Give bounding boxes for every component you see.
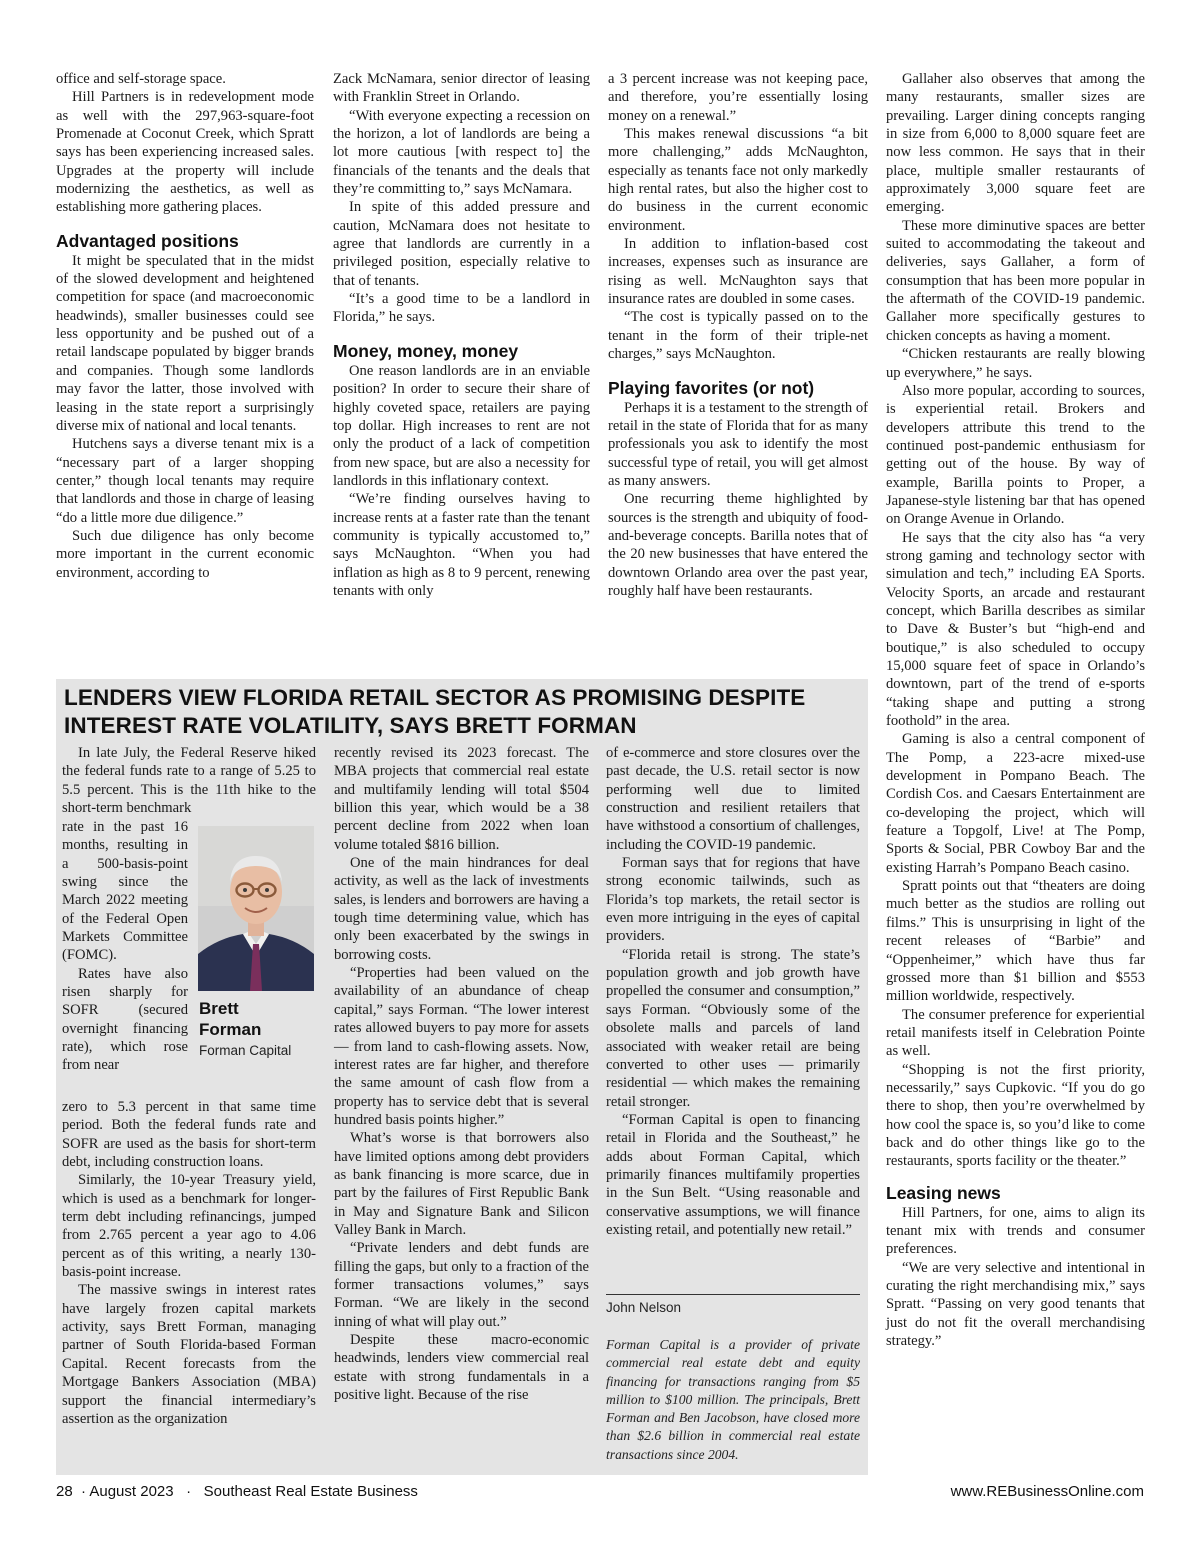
sidebar-column-1-wrap (62, 818, 188, 1075)
sidebar-headline: LENDERS VIEW FLORIDA RETAIL SECTOR AS PROMISING DESPITE INTEREST RATE VOLATILITY, SAYS BRETT FORMAN (64, 685, 806, 738)
text-line: hiked the federal funds rate to a range (62, 745, 316, 780)
paragraph: “Shopping is not the first priority, necessarily,” says Cupkovic. “If you do go there to shop, then you’re overwhelmed by how cool the space is, so you’d like to come back and do other things like go to the restaurants, sports facility or the theater.” (886, 1061, 1145, 1170)
company-bio: Forman Capital is a provider of private commercial real estate debt and equity financing for transactions ranging from $5 million to $100 million. The principals, Brett Forman and Ben Jacobson, have closed more than $2.6 billion in commercial real estate transactions since 2004. (606, 1337, 860, 1462)
paragraph: Similarly, the 10-year Treasury yield, which is used as a benchmark for longer-term debt including refinancings, jumped from 2.765 percent a year ago to 4.06 percent as of this writing, a nearly 130-basis-point increase. (62, 1172, 316, 1281)
photo-caption (199, 998, 317, 1060)
sidebar-column-1-rest (62, 1098, 316, 1428)
paragraph: office and self-storage space. (56, 71, 226, 87)
paragraph: One recurring theme highlighted by sources is the strength and ubiquity of food-and-beverage concepts. Barilla notes that of the 20 new businesses that have entered the downtown Orlando area over the past year, roughly half have been restaurants. (608, 491, 868, 599)
paragraph: Zack McNamara, senior director of leasing with Franklin Street in Orlando. (333, 71, 590, 106)
portrait-image (198, 826, 314, 991)
paragraph: Gaming is also a central component of The Pomp, a 223-acre mixed-use development in Pompano Beach. The Cordish Cos. and Caesars Entertainment are co-developing the project, which will feature a Topgolf, Live! at The Pomp, Sports & Social, PBR Cowboy Bar and the existing Harrah’s Pompano Beach casino. (886, 731, 1145, 876)
paragraph: It might be speculated that in the midst of the slowed development and heightened competition for space (and macroeconomic headwinds), smaller businesses could see less opportunity and be pushed out of a retail landscape populated by bigger brands and companies. Though some landlords may favor the latter, those involved with leasing in the state report a surprisingly diverse mix of national and local tenants. (56, 252, 314, 434)
paragraph: “The cost is typically passed on to the tenant in the form of their triple-net charges,” says McNaughton. (608, 309, 868, 363)
sidebar-column-3 (606, 744, 860, 1239)
text-line: In late July, the Federal Reserve (78, 745, 278, 761)
article-column-4 (886, 70, 1145, 1350)
paragraph: Hill Partners, for one, aims to align its tenant mix with trends and consumer preferences. (886, 1204, 1145, 1258)
paragraph: The consumer preference for experiential retail manifests itself in Celebration Pointe as well. (886, 1006, 1145, 1060)
text-line: of 5.25 to 5.5 percent. This is the 11th (62, 763, 316, 798)
paragraph: “Properties had been valued on the availability of an abundance of cheap capital,” says Forman. “The lower interest rates allowed buyers to pay more for assets — from land to cash-flowing assets. Now, interest rates are far higher, and therefore the same amount of cash flow from a property has to service debt that is several hundred basis points higher.” (334, 965, 589, 1128)
paragraph: He says that the city also has “a very strong gaming and technology sector with simulation and tech,” including EA Sports. Velocity Sports, an arcade and restaurant concept, which Barilla describes as similar to Dave & Buster’s but “high-end and boutique,” is also scheduled to occupy 15,000 square feet of space in Orlando’s downtown, part of the trend of e-sports “taking shape and putting a strong foothold” in the area. (886, 529, 1145, 730)
paragraph: Forman says that for regions that have strong economic tailwinds, such as Florida’s top markets, the retail sector is even more intriguing in the eyes of capital providers. (606, 855, 860, 945)
paragraph: “Forman Capital is open to financing retail in Florida and the Southeast,” he adds about Forman Capital, which primarily finances multifamily properties in the Sun Belt. “Using reasonable and conservative assumptions, we will finance existing retail, and potentially new retail.” (606, 1111, 860, 1238)
paragraph: Hutchens says a diverse tenant mix is a “necessary part of a larger shopping center,” though local tenants may require that landlords and those in charge of leasing “do a little more due diligence.” (56, 436, 314, 526)
paragraph: “Florida retail is strong. The state’s population growth and job growth have propelled the consumer and consumption,” says Forman. “Obviously some of the obsolete malls and parcels of land associated with weaker retail are being converted to other uses — primarily residential — which makes the remaining retail stronger. (606, 946, 860, 1110)
paragraph: “With everyone expecting a recession on the horizon, a lot of landlords are being a lot more cautious [with respect to] the financials of the tenants and the deals that they’re committing to,” says McNamara. (333, 107, 590, 198)
section-heading: Advantaged positions (56, 230, 239, 251)
paragraph: of e-commerce and store closures over the past decade, the U.S. retail sector is now performing well due to limited construction and resilient retailers that have withstood a consortium of challenges, including the COVID-19 pandemic. (606, 745, 860, 853)
divider (606, 1294, 860, 1295)
caption-name-line1: Brett (199, 999, 239, 1018)
sidebar-column-1 (62, 744, 316, 817)
issue-date: · August 2023 (81, 1483, 174, 1500)
paragraph: “Private lenders and debt funds are filling the gaps, but only to a fraction of the former transactions volumes,” says Forman. “We are likely in the second inning of what will play out.” (334, 1240, 589, 1330)
author-byline: John Nelson (606, 1300, 682, 1315)
section-heading: Leasing news (886, 1182, 1001, 1203)
caption-company: Forman Capital (199, 1043, 292, 1058)
paragraph: Also more popular, according to sources, is experiential retail. Brokers and developers attribute this trend to the continued post-pandemic enthusiasm for getting out of the house. By way of example, Barilla points to Proper, a Japanese-style listening bar that has opened on Orange Avenue in Orlando. (886, 382, 1145, 528)
paragraph: zero to 5.3 percent in that same time period. Both the federal funds rate and SOFR are used as the basis for short-term debt, including construction loans. (62, 1099, 316, 1171)
sidebar-column-2 (334, 744, 589, 1404)
section-heading: Money, money, money (333, 340, 519, 361)
paragraph: “We are very selective and intentional in curating the right merchandising mix,” says Spratt. “Passing on very good tenants that just do not fit the overall merchandising strategy.” (886, 1259, 1145, 1350)
paragraph: “It’s a good time to be a landlord in Florida,” he says. (333, 291, 590, 326)
paragraph: In addition to inflation-based cost increases, expenses such as insurance are rising as well. McNaughton says that insurance rates are doubled in some cases. (608, 236, 868, 308)
article-column-1 (56, 70, 314, 582)
paragraph: Gallaher also observes that among the many restaurants, smaller sizes are prevailing. Larger dining concepts ranging in size from 6,000 to 8,000 square feet are now less common. He says that in their place, multiple smaller restaurants of approximately 3,000 square feet are emerging. (886, 71, 1145, 216)
portrait-photo (198, 826, 314, 991)
page-footer (56, 1483, 418, 1500)
paragraph: “We’re finding ourselves having to increase rents at a faster rate than the tenant community is typically accustomed to,” says McNaughton. “When you had inflation as high as 8 to 9 percent, renewing tenants with only (333, 491, 590, 599)
paragraph: Such due diligence has only become more important in the current economic environment, according to (56, 527, 314, 581)
paragraph: recently revised its 2023 forecast. The MBA projects that commercial real estate and multifamily lending will total $504 billion this year, which would be a 38 percent decline from 2022 when loan volume totaled $816 billion. (334, 745, 589, 853)
page-number: 28 (56, 1483, 73, 1500)
paragraph: This makes renewal discussions “a bit more challenging,” adds McNaughton, especially as tenants face not only markedly high rental rates, but also the higher cost to do business in the current economic environment. (608, 126, 868, 234)
article-column-3 (608, 70, 868, 600)
paragraph: These more diminutive spaces are better suited to accommodating the takeout and deliveries, says Gallaher, a form of consumption that has been more popular in the aftermath of the COVID-19 pandemic. Gallaher more specifically gestures to chicken concepts as having a moment. (886, 217, 1145, 344)
paragraph: One reason landlords are in an enviable position? In order to secure their share of highly coveted space, retailers are paying top dollar. High increases to rent are not only the product of a lack of competition from new space, but are also a necessity for landlords in this inflationary context. (333, 362, 590, 489)
publication-name: Southeast Real Estate Business (203, 1483, 418, 1500)
paragraph: What’s worse is that borrowers also have limited options among debt providers as bank financing is more scarce, due in part by the failures of First Republic Bank in May and Signature Bank and Silicon Valley Bank in March. (334, 1130, 589, 1238)
paragraph-line (62, 744, 316, 817)
paragraph: Despite these macro-economic headwinds, lenders view commercial real estate with strong fundamentals in a positive light. Because of the rise (334, 1332, 589, 1404)
paragraph: The massive swings in interest rates have largely frozen capital markets activity, says Brett Forman, managing partner of South Florida-based Forman Capital. Recent forecasts from the Mortgage Bankers Association (MBA) support the financial intermediary’s assertion as the organization (62, 1282, 316, 1427)
footer-separator: · (186, 1483, 192, 1500)
section-heading: Playing favorites (or not) (608, 377, 815, 398)
paragraph: a 3 percent increase was not keeping pace, and therefore, you’re essentially losing money on a renewal.” (608, 71, 868, 124)
paragraph: Perhaps it is a testament to the strength of retail in the state of Florida that for as many professionals you ask to identify the most successful type of retail, you will get almost as many answers. (608, 399, 868, 489)
paragraph: Spratt points out that “theaters are doing much better as the studios are rolling out films.” This is unsurprising in light of the recent releases of “Barbie” and “Oppenheimer,” which have thus far grossed more than $1 billion and $553 million worldwide, respectively. (886, 878, 1145, 1005)
paragraph: “Chicken restaurants are really blowing up everywhere,” he says. (886, 346, 1145, 381)
article-column-2 (333, 70, 590, 600)
text-line: hike to the short-term benchmark (62, 781, 316, 817)
caption-name-line2: Forman (199, 1020, 262, 1039)
paragraph: rate in the past 16 months, resulting in a 500-basis-point swing since the March 2022 meeting of the Federal Open Markets Committee (FOMC). (62, 819, 188, 964)
paragraph: Rates have also risen sharply for SOFR (secured overnight financing rate), which rose from near (62, 965, 188, 1074)
paragraph: In spite of this added pressure and caution, McNamara does not hesitate to agree that landlords are currently in a privileged position, especially relative to that of tenants. (333, 199, 590, 289)
website-link[interactable]: www.REBusinessOnline.com (950, 1483, 1144, 1500)
paragraph: One of the main hindrances for deal activity, as well as the lack of investments sales, is lenders and borrowers are having a tough time determining value, which has only been exacerbated by the swings in borrowing costs. (334, 855, 589, 963)
paragraph: Hill Partners is in redevelopment mode as well with the 297,963-square-foot Promenade at Coconut Creek, which Spratt says has been experiencing increased sales. Upgrades at the property will include modernizing the aesthetics, as well as establishing more gathering places. (56, 89, 314, 216)
